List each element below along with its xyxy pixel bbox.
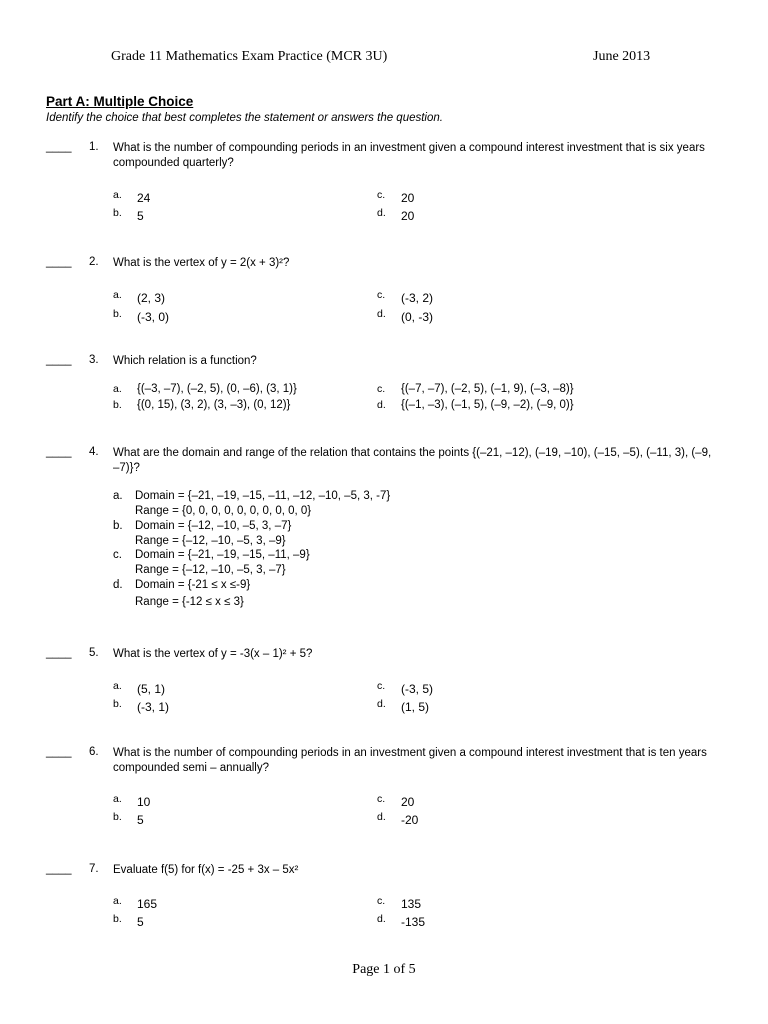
- option-letter: b.: [113, 399, 122, 411]
- option-value: (1, 5): [401, 700, 430, 714]
- option-letter: a.: [113, 189, 122, 201]
- answer-blank[interactable]: ____: [46, 256, 72, 268]
- option-value: (2, 3): [137, 291, 166, 305]
- option-letter: a.: [113, 793, 122, 805]
- option-range: Range = {–12, –10, –5, 3, –7}: [135, 564, 286, 576]
- option-value: (-3, 5): [401, 682, 434, 696]
- option-domain: Domain = {–21, –19, –15, –11, –12, –10, –5, 3, -7}: [135, 490, 391, 502]
- option-value: {(–7, –7), (–2, 5), (–1, 9), (–3, –8)}: [401, 383, 574, 395]
- question-number: 6.: [89, 746, 99, 758]
- option-value: -20: [401, 813, 419, 827]
- exam-date: June 2013: [593, 49, 651, 64]
- question-number: 5.: [89, 647, 99, 659]
- option-value: -135: [401, 915, 426, 929]
- question-text: What is the vertex of y = 2(x + 3)²?: [113, 257, 290, 269]
- answer-blank[interactable]: ____: [46, 647, 72, 659]
- question-number: 1.: [89, 141, 99, 153]
- option-domain: Domain = {–21, –19, –15, –11, –9}: [135, 549, 310, 561]
- page-number: Page 1 of 5: [352, 962, 416, 977]
- answer-blank[interactable]: ____: [46, 746, 72, 758]
- option-value: 5: [137, 209, 144, 223]
- option-letter: c.: [377, 383, 386, 395]
- option-value: (5, 1): [137, 682, 166, 696]
- option-letter: a.: [113, 490, 123, 502]
- answer-blank[interactable]: ____: [46, 141, 72, 153]
- option-letter: a.: [113, 383, 122, 395]
- option-letter: c.: [377, 680, 386, 692]
- option-letter: d.: [377, 811, 386, 823]
- option-value: (-3, 1): [137, 700, 170, 714]
- question-text: What is the number of compounding periods in an investment given a compound interest investment that is ten years compounded semi – annually?: [113, 747, 707, 774]
- option-letter: b.: [113, 913, 122, 925]
- option-letter: d.: [377, 913, 386, 925]
- option-domain: Domain = {–12, –10, –5, 3, –7}: [135, 520, 292, 532]
- part-title: Part A: Multiple Choice: [46, 94, 194, 109]
- option-letter: c.: [377, 895, 386, 907]
- option-value: (0, -3): [401, 310, 434, 324]
- option-value: 20: [401, 191, 415, 205]
- option-letter: b.: [113, 811, 122, 823]
- question-number: 2.: [89, 256, 99, 268]
- option-range: Range = {0, 0, 0, 0, 0, 0, 0, 0, 0, 0}: [135, 505, 312, 517]
- option-value: 135: [401, 897, 422, 911]
- option-domain: Domain = {-21 ≤ x ≤-9}: [135, 579, 251, 591]
- option-value: 5: [137, 915, 144, 929]
- part-instructions: Identify the choice that best completes the statement or answers the question.: [46, 112, 443, 124]
- option-value: (-3, 0): [137, 310, 170, 324]
- question-text: Which relation is a function?: [113, 355, 257, 367]
- option-letter: a.: [113, 895, 122, 907]
- option-value: (-3, 2): [401, 291, 434, 305]
- option-letter: c.: [377, 189, 386, 201]
- option-letter: d.: [377, 308, 386, 320]
- option-value: 20: [401, 795, 415, 809]
- question-text: What is the number of compounding periods in an investment given a compound interest investment that is six years compounded quarterly?: [113, 142, 705, 169]
- option-letter: d.: [377, 207, 386, 219]
- option-value: {(–3, –7), (–2, 5), (0, –6), (3, 1)}: [137, 383, 297, 395]
- option-value: 20: [401, 209, 415, 223]
- option-letter: a.: [113, 680, 122, 692]
- answer-blank[interactable]: ____: [46, 446, 72, 458]
- option-letter: d.: [377, 399, 386, 411]
- option-letter: d.: [377, 698, 386, 710]
- option-range: Range = {-12 ≤ x ≤ 3}: [135, 596, 244, 608]
- option-letter: b.: [113, 520, 123, 532]
- question-number: 4.: [89, 446, 99, 458]
- option-value: 24: [137, 191, 151, 205]
- option-value: 10: [137, 795, 151, 809]
- option-value: 5: [137, 813, 144, 827]
- answer-blank[interactable]: ____: [46, 863, 72, 875]
- option-value: 165: [137, 897, 158, 911]
- option-value: {(0, 15), (3, 2), (3, –3), (0, 12)}: [137, 399, 291, 411]
- option-letter: c.: [113, 549, 122, 561]
- question-number: 3.: [89, 354, 99, 366]
- option-letter: a.: [113, 289, 122, 301]
- option-letter: c.: [377, 289, 386, 301]
- option-range: Range = {–12, –10, –5, 3, –9}: [135, 535, 286, 547]
- option-value: {(–1, –3), (–1, 5), (–9, –2), (–9, 0)}: [401, 399, 574, 411]
- option-letter: b.: [113, 207, 122, 219]
- option-letter: d.: [113, 579, 123, 591]
- question-text: Evaluate f(5) for f(x) = -25 + 3x – 5x²: [113, 864, 299, 876]
- option-letter: c.: [377, 793, 386, 805]
- question-text: What are the domain and range of the relation that contains the points {(–21, –12), (–19, –10), (–15, –5), (–11, 3), (–9, –7)}?: [113, 447, 712, 474]
- answer-blank[interactable]: ____: [46, 354, 72, 366]
- question-number: 7.: [89, 863, 99, 875]
- option-letter: b.: [113, 308, 122, 320]
- option-letter: b.: [113, 698, 122, 710]
- question-text: What is the vertex of y = -3(x – 1)² + 5?: [113, 648, 313, 660]
- exam-title: Grade 11 Mathematics Exam Practice (MCR 3U): [111, 49, 388, 64]
